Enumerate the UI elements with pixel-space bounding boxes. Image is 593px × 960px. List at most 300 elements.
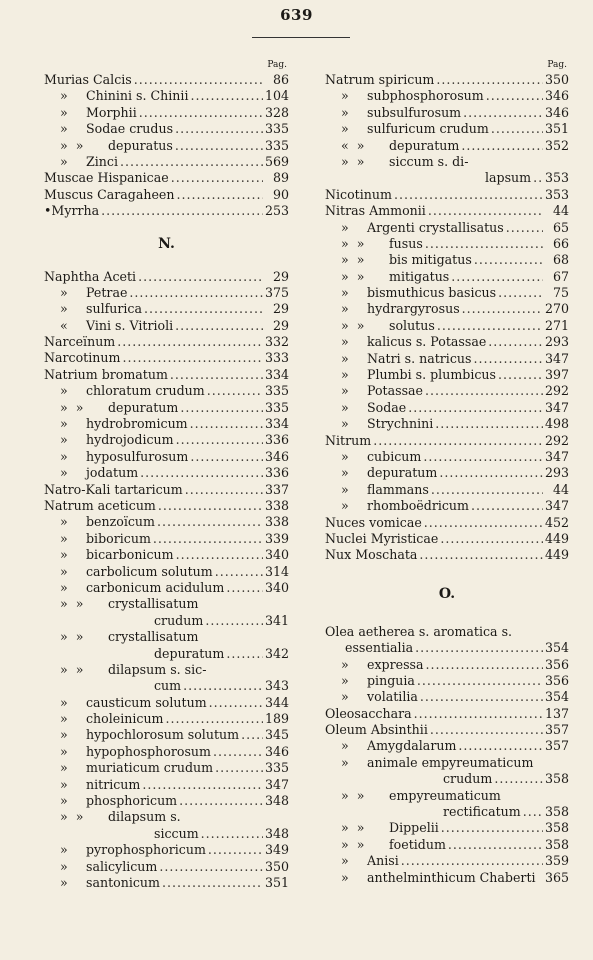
ditto-mark: » <box>341 498 349 514</box>
index-entry <box>325 351 569 367</box>
dot-leader <box>162 875 263 891</box>
ditto-mark: » <box>341 121 349 137</box>
dot-leader <box>241 727 263 743</box>
ditto-mark: » <box>341 656 349 672</box>
entry-term: depuratus <box>108 137 173 153</box>
ditto-mark: » <box>341 301 349 317</box>
entry-term: dilapsum s. sic- <box>108 661 207 677</box>
page-reference: 89 <box>272 170 289 186</box>
dot-leader <box>129 285 263 301</box>
ditto-mark: » <box>341 754 349 770</box>
entry-term: Natro-Kali tartaricum <box>44 481 183 497</box>
ditto-mark: » <box>60 514 68 530</box>
entry-term: Natrum spiricum <box>325 72 435 87</box>
dot-leader <box>157 514 263 530</box>
index-entry <box>44 727 289 743</box>
page-reference: 340 <box>264 579 289 595</box>
page-reference: 569 <box>264 153 289 169</box>
index-entry <box>44 269 289 285</box>
page-reference: 339 <box>264 530 289 546</box>
dot-leader <box>461 138 543 154</box>
dot-leader <box>428 203 543 219</box>
dot-leader <box>425 236 543 252</box>
page-reference: 348 <box>264 793 289 809</box>
page-reference: 44 <box>552 481 569 497</box>
page-reference: 334 <box>264 416 289 432</box>
index-entry <box>325 788 569 804</box>
section-heading: N. <box>158 235 175 252</box>
ditto-mark: » <box>60 760 68 776</box>
index-entry <box>44 400 289 416</box>
index-entry <box>44 72 289 88</box>
dot-leader <box>175 318 263 334</box>
index-entry <box>44 744 289 760</box>
entry-term: benzoïcum <box>86 514 155 530</box>
index-entry <box>325 301 569 317</box>
entry-term: bis mitigatus <box>389 252 472 268</box>
dot-leader <box>166 711 263 727</box>
entry-term: solutus <box>389 317 435 333</box>
index-entry <box>325 154 569 170</box>
entry-term: sulfurica <box>86 301 142 317</box>
index-entry <box>325 367 569 383</box>
page-reference: 44 <box>552 203 569 219</box>
page-reference: 342 <box>264 645 289 661</box>
entry-term: Nuces vomicae <box>325 514 422 530</box>
entry-term: lapsum <box>485 170 532 186</box>
index-entry <box>325 624 569 640</box>
page-reference: 352 <box>544 137 569 153</box>
index-entry <box>44 613 289 629</box>
entry-term: volatilia <box>367 689 418 705</box>
dot-leader <box>201 826 263 842</box>
dot-leader <box>207 383 263 399</box>
page-reference: 29 <box>272 301 289 317</box>
page-reference: 358 <box>544 771 569 787</box>
index-entry <box>44 760 289 776</box>
index-entry <box>44 531 289 547</box>
dot-leader <box>176 432 263 448</box>
ditto-mark: » <box>60 530 68 546</box>
page-reference: 65 <box>552 219 569 235</box>
entry-term: Argenti crystallisatus <box>367 219 504 235</box>
dot-leader <box>138 269 263 285</box>
index-entry <box>325 738 569 754</box>
entry-term: Olea aetherea s. aromatica s. <box>325 623 513 639</box>
dot-leader <box>171 170 263 186</box>
page-reference: 293 <box>544 334 569 350</box>
entry-term: bismuthicus basicus <box>367 285 497 301</box>
dot-leader <box>506 220 543 236</box>
page-reference: 353 <box>544 170 569 186</box>
ditto-mark: » <box>60 416 68 432</box>
ditto-mark: » <box>341 367 349 383</box>
page-reference: 336 <box>264 465 289 481</box>
dot-leader <box>430 722 543 738</box>
page-reference: 350 <box>264 858 289 874</box>
ditto-mark: » <box>341 416 349 432</box>
ditto-mark: » <box>60 743 68 759</box>
entry-term: Oleosacchara <box>325 705 412 721</box>
index-entry <box>44 646 289 662</box>
entry-term: depuratum <box>389 137 460 153</box>
index-entry <box>325 771 569 787</box>
page-reference: 358 <box>544 804 569 820</box>
ditto-mark: » <box>60 842 68 858</box>
dot-leader <box>394 187 543 203</box>
page-reference: 346 <box>544 88 569 104</box>
index-entry <box>325 416 569 432</box>
dot-leader <box>144 301 263 317</box>
entry-term: rhomboëdricum <box>367 498 469 514</box>
ditto-mark: » <box>60 858 68 874</box>
index-entry <box>44 826 289 842</box>
ditto-mark: » » <box>60 596 84 612</box>
index-entry <box>44 449 289 465</box>
entry-term: bicarbonicum <box>86 547 174 563</box>
entry-term: empyreumaticum <box>389 787 501 803</box>
dot-leader <box>436 72 543 88</box>
entry-term: Zinci <box>86 153 118 169</box>
index-entry <box>325 121 569 137</box>
ditto-mark: » <box>60 284 68 300</box>
page-reference: 66 <box>552 235 569 251</box>
index-entry <box>44 596 289 612</box>
entry-term: Oleum Absinthii <box>325 722 428 738</box>
ditto-mark: » » <box>341 235 365 251</box>
dot-leader <box>158 498 263 514</box>
index-entry <box>44 203 289 219</box>
page-reference: 345 <box>264 727 289 743</box>
entry-term: anthelminthicum Chaberti <box>367 869 536 885</box>
ditto-mark: » <box>60 579 68 595</box>
index-entry <box>44 416 289 432</box>
dot-leader <box>179 793 263 809</box>
page-reference: 351 <box>264 874 289 890</box>
page-reference: 334 <box>264 366 289 382</box>
index-entry <box>44 482 289 498</box>
dot-leader <box>117 334 263 350</box>
entry-term: foetidum <box>389 836 446 852</box>
entry-term: animale empyreumaticum <box>367 754 534 770</box>
ditto-mark: » » <box>60 809 84 825</box>
dot-leader <box>215 760 263 776</box>
index-entry <box>44 678 289 694</box>
page-reference: 337 <box>264 481 289 497</box>
page-reference: 359 <box>544 853 569 869</box>
ditto-mark: » <box>341 738 349 754</box>
index-entry <box>325 820 569 836</box>
entry-term: crystallisatum <box>108 596 199 612</box>
page-reference: 358 <box>544 836 569 852</box>
dot-leader <box>420 689 543 705</box>
dot-leader <box>523 804 543 820</box>
dot-leader <box>401 853 543 869</box>
ditto-mark: » <box>60 711 68 727</box>
page-reference: 375 <box>264 284 289 300</box>
ditto-mark: » <box>60 776 68 792</box>
page-reference: 292 <box>544 383 569 399</box>
index-entry <box>44 629 289 645</box>
dot-leader <box>408 400 543 416</box>
ditto-mark: » » <box>60 137 84 153</box>
index-entry <box>325 853 569 869</box>
ditto-mark: » » <box>341 317 365 333</box>
entry-term: essentialia <box>345 640 414 656</box>
dot-leader <box>159 859 263 875</box>
dot-leader <box>448 837 543 853</box>
entry-term: Chinini s. Chinii <box>86 88 189 104</box>
section-heading: O. <box>438 585 456 602</box>
ditto-mark: » » <box>341 787 365 803</box>
page-reference: 29 <box>272 317 289 333</box>
dot-leader <box>488 334 543 350</box>
entry-term: Anisi <box>367 853 399 869</box>
entry-term: hypochlorosum solutum <box>86 727 240 743</box>
index-entry <box>325 138 569 154</box>
index-entry <box>325 755 569 771</box>
index-entry <box>44 514 289 530</box>
page-reference: 86 <box>272 72 289 87</box>
dot-leader <box>425 383 543 399</box>
page-reference: 347 <box>544 448 569 464</box>
ditto-mark: » <box>60 694 68 710</box>
ditto-mark: « » <box>341 137 365 153</box>
entry-term: Plumbi s. plumbicus <box>367 367 496 383</box>
entry-term: nitricum <box>86 776 141 792</box>
entry-term: subsulfurosum <box>367 104 462 120</box>
entry-term: Nitrum <box>325 432 372 448</box>
ditto-mark: » <box>341 285 349 301</box>
entry-term: Amygdalarum <box>367 738 457 754</box>
index-entry <box>44 334 289 350</box>
dot-leader <box>153 531 263 547</box>
index-entry <box>325 203 569 219</box>
page-reference: 335 <box>264 383 289 399</box>
page-reference: 340 <box>264 547 289 563</box>
page-reference: 271 <box>544 317 569 333</box>
entry-term: carbolicum solutum <box>86 563 213 579</box>
ditto-mark: » <box>60 153 68 169</box>
index-entry <box>44 875 289 891</box>
dot-leader <box>101 203 263 219</box>
page-reference: 350 <box>544 72 569 87</box>
page-reference: 335 <box>264 121 289 137</box>
entry-term: sulfuricum crudum <box>367 121 489 137</box>
entry-term: Sodae <box>367 399 407 415</box>
dot-leader <box>176 187 263 203</box>
index-entry <box>44 285 289 301</box>
index-entry <box>325 657 569 673</box>
dot-leader <box>471 498 543 514</box>
index-entry <box>44 187 289 203</box>
ditto-mark: » <box>341 350 349 366</box>
page-reference: 189 <box>264 711 289 727</box>
entry-term: salicylicum <box>86 858 158 874</box>
page-reference: 67 <box>552 268 569 284</box>
index-entry <box>325 433 569 449</box>
index-entry <box>325 640 569 656</box>
dot-leader <box>213 744 263 760</box>
dot-leader <box>462 301 543 317</box>
page-reference: 335 <box>264 399 289 415</box>
ditto-mark: » <box>60 874 68 890</box>
entry-term: siccum s. di- <box>389 153 469 169</box>
index-entry <box>325 285 569 301</box>
ditto-mark: » <box>341 853 349 869</box>
index-entry <box>44 121 289 137</box>
page-reference: 335 <box>264 760 289 776</box>
page-reference: 358 <box>544 820 569 836</box>
page-reference: 29 <box>272 268 289 284</box>
ditto-mark: » <box>60 465 68 481</box>
dot-leader <box>208 842 263 858</box>
entry-term: carbonicum acidulum <box>86 579 225 595</box>
page-reference: 449 <box>544 547 569 563</box>
page-reference: 333 <box>264 350 289 366</box>
dot-leader <box>439 465 543 481</box>
page-reference: 449 <box>544 530 569 546</box>
ditto-mark: » » <box>341 268 365 284</box>
index-entry <box>44 793 289 809</box>
page-reference: 328 <box>264 104 289 120</box>
dot-leader <box>176 547 263 563</box>
ditto-mark: » » <box>341 820 365 836</box>
ditto-mark: » <box>60 547 68 563</box>
index-entry <box>325 449 569 465</box>
page-reference: 90 <box>272 186 289 202</box>
dot-leader <box>209 695 263 711</box>
entry-term: expressa <box>367 656 424 672</box>
index-entry <box>44 154 289 170</box>
entry-term: siccum <box>154 825 199 841</box>
page-reference: 347 <box>544 399 569 415</box>
entry-term: hydrojodicum <box>86 432 174 448</box>
dot-leader <box>122 350 263 366</box>
index-entry <box>44 580 289 596</box>
dot-leader <box>473 351 542 367</box>
page-reference: 253 <box>264 203 289 219</box>
ditto-mark: » <box>60 793 68 809</box>
ditto-mark: » <box>60 432 68 448</box>
page-reference: 341 <box>264 612 289 628</box>
ditto-mark: » <box>341 465 349 481</box>
dot-leader <box>435 416 543 432</box>
entry-term: Dippelii <box>389 820 439 836</box>
dot-leader <box>498 285 543 301</box>
dot-leader <box>142 777 263 793</box>
ditto-mark: » <box>341 334 349 350</box>
ditto-mark: » » <box>60 629 84 645</box>
ditto-mark: » <box>341 219 349 235</box>
index-entry <box>325 383 569 399</box>
entry-term: mitigatus <box>389 268 450 284</box>
index-entry <box>325 870 569 886</box>
entry-term: Nitras Ammonii <box>325 203 426 219</box>
index-entry <box>44 662 289 678</box>
index-entry <box>325 465 569 481</box>
index-entry <box>325 722 569 738</box>
page-reference: 346 <box>264 743 289 759</box>
page-reference: 343 <box>264 678 289 694</box>
page-reference: 346 <box>544 104 569 120</box>
entry-term: crudum <box>443 771 493 787</box>
page-reference: 357 <box>544 722 569 738</box>
entry-term: subphosphorosum <box>367 88 484 104</box>
dot-leader <box>498 367 543 383</box>
entry-term: hydrobromicum <box>86 416 188 432</box>
index-entry <box>44 859 289 875</box>
index-entry <box>325 187 569 203</box>
ditto-mark: » <box>60 88 68 104</box>
dot-leader <box>140 465 263 481</box>
entry-term: Natrium bromatum <box>44 366 168 382</box>
entry-term: Muscae Hispanicae <box>44 170 169 186</box>
ditto-mark: » <box>60 121 68 137</box>
dot-leader <box>226 580 263 596</box>
index-entry <box>325 837 569 853</box>
ditto-mark: » <box>341 869 349 885</box>
index-column-right <box>325 58 569 886</box>
dot-leader <box>226 646 263 662</box>
index-entry <box>325 72 569 88</box>
index-entry <box>44 383 289 399</box>
page-number: 639 <box>280 6 313 24</box>
entry-term: pinguia <box>367 672 415 688</box>
page-reference: 354 <box>544 689 569 705</box>
entry-term: dilapsum s. <box>108 809 181 825</box>
dot-leader <box>533 170 543 186</box>
page-reference: 332 <box>264 334 289 350</box>
entry-term: muriaticum crudum <box>86 760 214 776</box>
entry-term: Morphii <box>86 104 137 120</box>
ditto-mark: » <box>341 88 349 104</box>
entry-term: kalicus s. Potassae <box>367 334 487 350</box>
ditto-mark: » » <box>60 399 84 415</box>
dot-leader <box>494 771 543 787</box>
entry-term: depuratum <box>367 465 438 481</box>
dot-leader <box>441 820 543 836</box>
dot-leader <box>414 706 543 722</box>
page-reference: 356 <box>544 656 569 672</box>
index-entry <box>44 170 289 186</box>
entry-term: Muscus Caragaheen <box>44 186 175 202</box>
index-column-left <box>44 58 289 891</box>
entry-term: chloratum crudum <box>86 383 205 399</box>
entry-term: Narceïnum <box>44 334 116 350</box>
entry-term: Vini s. Vitrioli <box>86 317 174 333</box>
dot-leader <box>431 482 543 498</box>
dot-leader <box>424 515 543 531</box>
entry-term: jodatum <box>86 465 139 481</box>
index-entry <box>325 236 569 252</box>
index-entry <box>325 547 569 563</box>
entry-term: Natri s. natricus <box>367 350 472 366</box>
page-reference: 365 <box>544 869 569 885</box>
page-reference: 270 <box>544 301 569 317</box>
page-reference: 353 <box>544 186 569 202</box>
dot-leader <box>139 105 263 121</box>
pag-label: Pag. <box>547 60 567 70</box>
index-entry <box>44 465 289 481</box>
ditto-mark: » » <box>341 153 365 169</box>
page-reference: 75 <box>552 285 569 301</box>
dot-leader <box>437 318 543 334</box>
dot-leader <box>415 640 543 656</box>
entry-term: Sodae crudus <box>86 121 174 137</box>
index-entry <box>325 482 569 498</box>
index-entry <box>325 88 569 104</box>
